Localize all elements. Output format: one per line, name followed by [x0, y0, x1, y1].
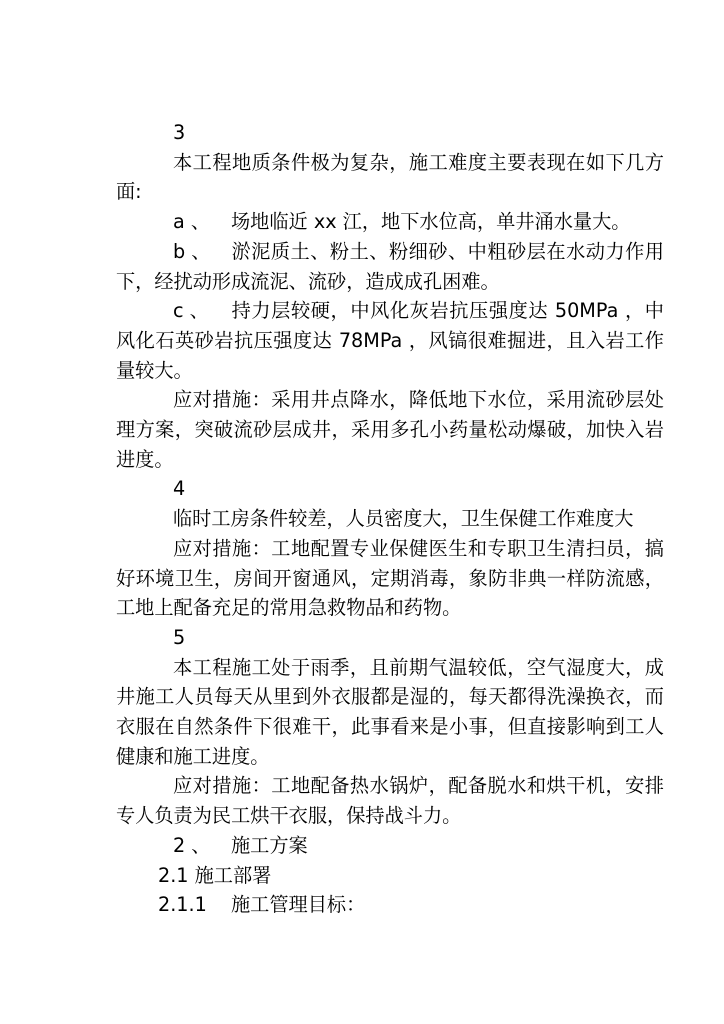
list-item-c [116, 296, 664, 385]
heading-section-2 [116, 831, 664, 861]
paragraph-rain: 本工程施工处于雨季，且前期气温较低，空气湿度大，成井施工人员每天从里到外衣服都是湿的，每天都得洗澡换衣，而衣服在自然条件下很难干，此事看来是小事，但直接影响到工人健康和施工进度。 [116, 655, 664, 768]
heading-section-2-1-1 [116, 890, 664, 920]
list-item-b-text: 淤泥质土、粉土、粉细砂、中粗砂层在水动力作用下，经扰动形成流泥、流砂，造成成孔困难。 [116, 239, 664, 293]
document-page [116, 118, 664, 920]
list-item-b [116, 237, 664, 296]
heading-section-2-label: 2 、 [173, 833, 211, 857]
list-item-c-text: 持力层较硬，中风化灰岩抗压强度达 50MPa ，中风化石英砂岩抗压强度达 78MPa ，风镐很难掘进，且入岩工作量较大。 [116, 299, 664, 382]
heading-section-2-1-1-label: 2.1.1 [158, 893, 207, 917]
section-number-4: 4 [173, 477, 186, 501]
paragraph-housing: 临时工房条件较差，人员密度大，卫生保健工作难度大 [173, 507, 634, 531]
paragraph-measure-1: 应对措施：采用井点降水，降低地下水位，采用流砂层处理方案，突破流砂层成井，采用多孔小药量松动爆破，加快入岩进度。 [116, 388, 664, 471]
paragraph-measure-3: 应对措施：工地配备热水锅炉，配备脱水和烘干机，安排专人负责为民工烘干衣服，保持战斗力。 [116, 774, 664, 828]
list-item-c-label: c 、 [173, 299, 209, 323]
paragraph-measure-2: 应对措施：工地配置专业保健医生和专职卫生清扫员，搞好环境卫生，房间开窗通风，定期消毒，象防非典一样防流感，工地上配备充足的常用急救物品和药物。 [116, 536, 664, 620]
list-item-a-label: a 、 [173, 210, 211, 234]
paragraph-geology: 本工程地质条件极为复杂，施工难度主要表现在如下几方面: [116, 150, 664, 204]
list-item-a [116, 207, 664, 237]
section-number-3: 3 [173, 121, 186, 144]
heading-section-2-1-1-text: 施工管理目标： [231, 893, 366, 917]
heading-section-2-text: 施工方案 [231, 833, 308, 857]
section-number-5: 5 [173, 625, 186, 649]
list-item-a-text: 场地临近 xx 江，地下水位高，单井涌水量大。 [231, 210, 631, 234]
list-item-b-label: b 、 [173, 239, 211, 263]
heading-section-2-1: 2.1 施工部署 [158, 863, 272, 887]
